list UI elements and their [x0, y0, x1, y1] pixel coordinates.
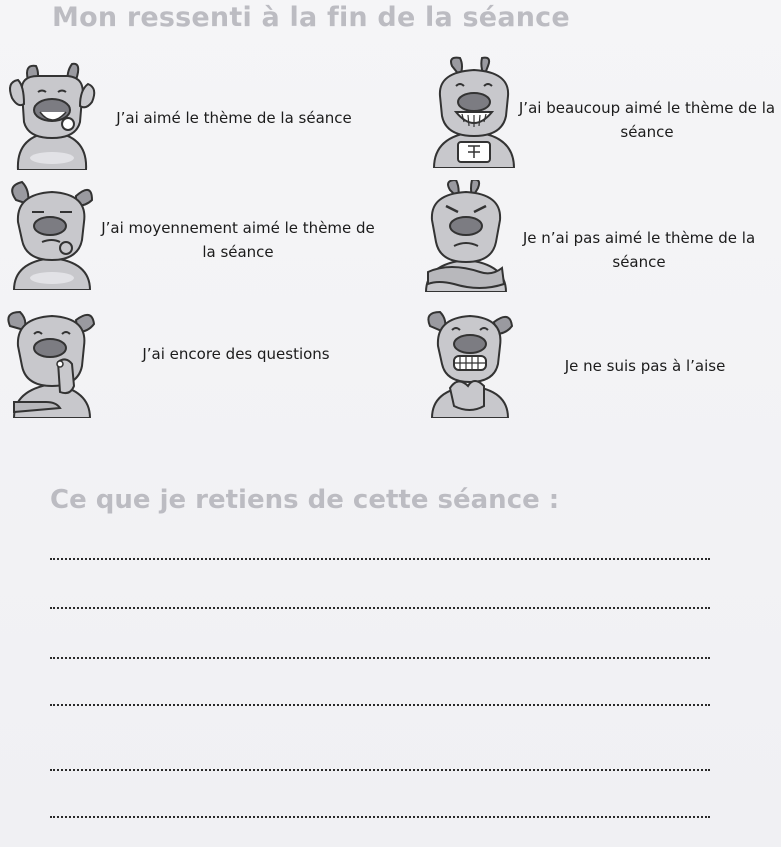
- happy-dog-icon: [6, 58, 98, 170]
- feeling-label: J’ai beaucoup aimé le thème de la séance: [518, 99, 776, 141]
- writing-line[interactable]: [50, 657, 710, 659]
- neutral-dog-icon: [6, 178, 98, 290]
- nervous-dog-icon: [424, 306, 516, 418]
- writing-line[interactable]: [50, 704, 710, 706]
- writing-line[interactable]: [50, 816, 710, 818]
- writing-line[interactable]: [50, 769, 710, 771]
- feeling-label: Je ne suis pas à l’aise: [564, 357, 726, 375]
- writing-line[interactable]: [50, 558, 710, 560]
- feeling-label: Je n’ai pas aimé le thème de la séance: [522, 229, 756, 271]
- feeling-label: J’ai aimé le thème de la séance: [116, 109, 352, 127]
- angry-dog-icon: [420, 180, 512, 292]
- big-smile-dog-icon: [428, 56, 520, 168]
- feeling-label: J’ai encore des questions: [142, 345, 330, 363]
- writing-line[interactable]: [50, 607, 710, 609]
- thinking-dog-icon: [6, 306, 98, 418]
- feeling-label: J’ai moyennement aimé le thème de la séance: [101, 219, 375, 261]
- section-title: Ce que je retiens de cette séance :: [50, 485, 560, 515]
- page-title: Mon ressenti à la fin de la séance: [52, 2, 570, 33]
